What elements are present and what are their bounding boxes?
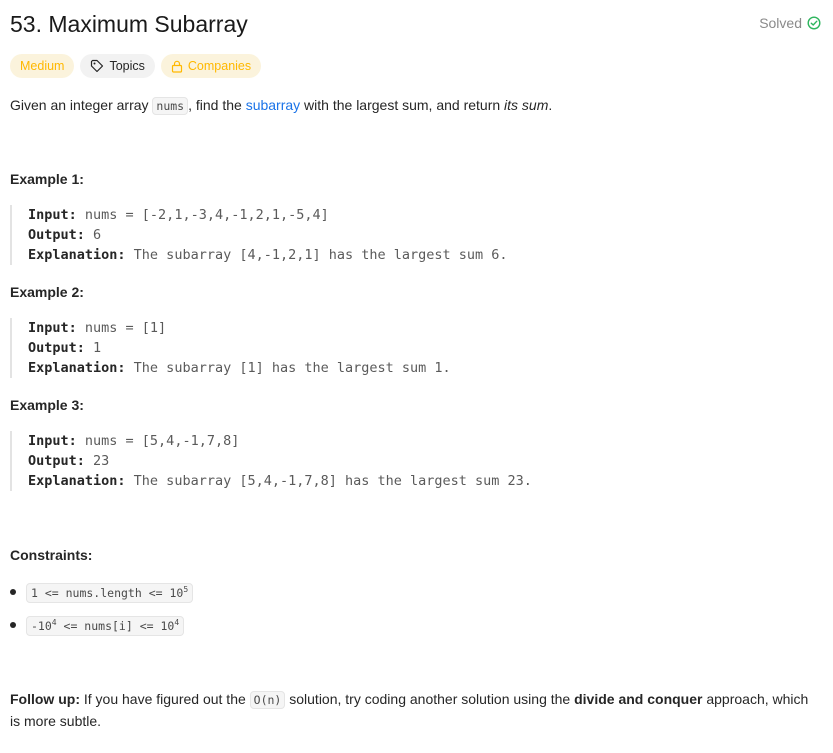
follow-up-text: Follow up: If you have figured out the O(n) solution, try coding another solution using the divide and conquer approach, which is more subtle. (10, 691, 809, 729)
check-circle-icon (807, 16, 821, 30)
companies-button[interactable] (161, 54, 261, 78)
problem-header (10, 8, 821, 40)
topics-button[interactable] (80, 54, 154, 78)
constraints-title: Constraints: (10, 547, 93, 563)
code-nums: nums (152, 97, 188, 115)
companies-label: Companies (187, 59, 252, 73)
example-1-title: Example 1: (10, 171, 84, 187)
example-2-block: Input: nums = [1] Output: 1 Explanation: The subarray [1] has the largest sum 1. (10, 318, 451, 378)
constraint-item (10, 582, 193, 615)
subarray-link[interactable]: subarray (245, 97, 301, 113)
difficulty-badge (10, 54, 74, 78)
example-3-title: Example 3: (10, 397, 84, 413)
constraint-code: 1 <= nums.length <= $10^5$ (26, 583, 193, 603)
example-1-block: Input: nums = [-2,1,-3,4,-1,2,1,-5,4] Output: 6 Explanation: The subarray [4,-1,2,1] has the largest sum 6. (10, 205, 508, 265)
tag-icon (90, 59, 104, 73)
solved-label: Solved (759, 15, 802, 31)
example-3-block: Input: nums = [5,4,-1,7,8] Output: 23 Explanation: The subarray [5,4,-1,7,8] has the largest sum 23. (10, 431, 532, 491)
problem-title[interactable]: 53. Maximum Subarray (10, 11, 248, 37)
example-2-title: Example 2: (10, 284, 84, 300)
follow-up-label: Follow up: (10, 691, 80, 707)
difficulty-label: Medium (20, 59, 65, 73)
code-complexity: O(n) (250, 691, 286, 709)
problem-description: Given an integer array nums , find the subarray with the largest sum, and return its sum. (10, 97, 553, 113)
topics-label: Topics (109, 59, 145, 73)
solved-status (759, 14, 821, 32)
constraint-code: $-10^4$ <= nums[i] <= $10^4$ (26, 616, 184, 636)
constraint-item (10, 615, 193, 648)
lock-icon (171, 60, 183, 73)
constraints-list (10, 582, 193, 648)
tag-row (10, 54, 261, 78)
